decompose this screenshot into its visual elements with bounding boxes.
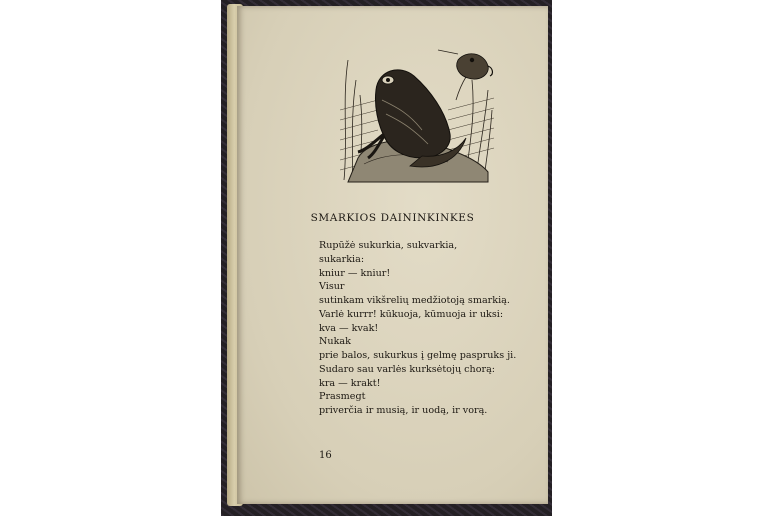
frog-engraving-icon [338, 40, 494, 185]
poem-line: prie balos, sukurkus į gelmę paspruks ji. [319, 350, 517, 361]
poem-line: Nukak [319, 336, 351, 348]
poem-line: Sudaro sau varlės kurksėtojų chorą: [319, 363, 496, 375]
poem-text [319, 239, 549, 418]
poem-line: sukarkia: [319, 253, 365, 265]
poem-line: sutinkam vikšrelių medžiotoją smarkią. [319, 295, 510, 306]
poem-line: priverčia ir musią, ir uodą, ir vorą. [319, 405, 488, 416]
page-number: 16 [319, 450, 332, 461]
poem-line: Prasmegt [319, 391, 366, 403]
book [221, 0, 552, 516]
poem-line: kniur — kniur! [319, 267, 391, 279]
poem-line: Visur [319, 281, 345, 293]
book-page [237, 6, 548, 504]
poem-line: Rupūžė sukurkia, sukvarkia, [319, 240, 458, 251]
poem-line: Varlė kurrr! kūkuoja, kūmuoja ir uksi: [319, 308, 504, 320]
poem-title: SMARKIOS DAININKINKES [310, 212, 475, 224]
poem-line: kva — kvak! [319, 322, 379, 334]
poem-line: kra — krakt! [319, 377, 381, 389]
